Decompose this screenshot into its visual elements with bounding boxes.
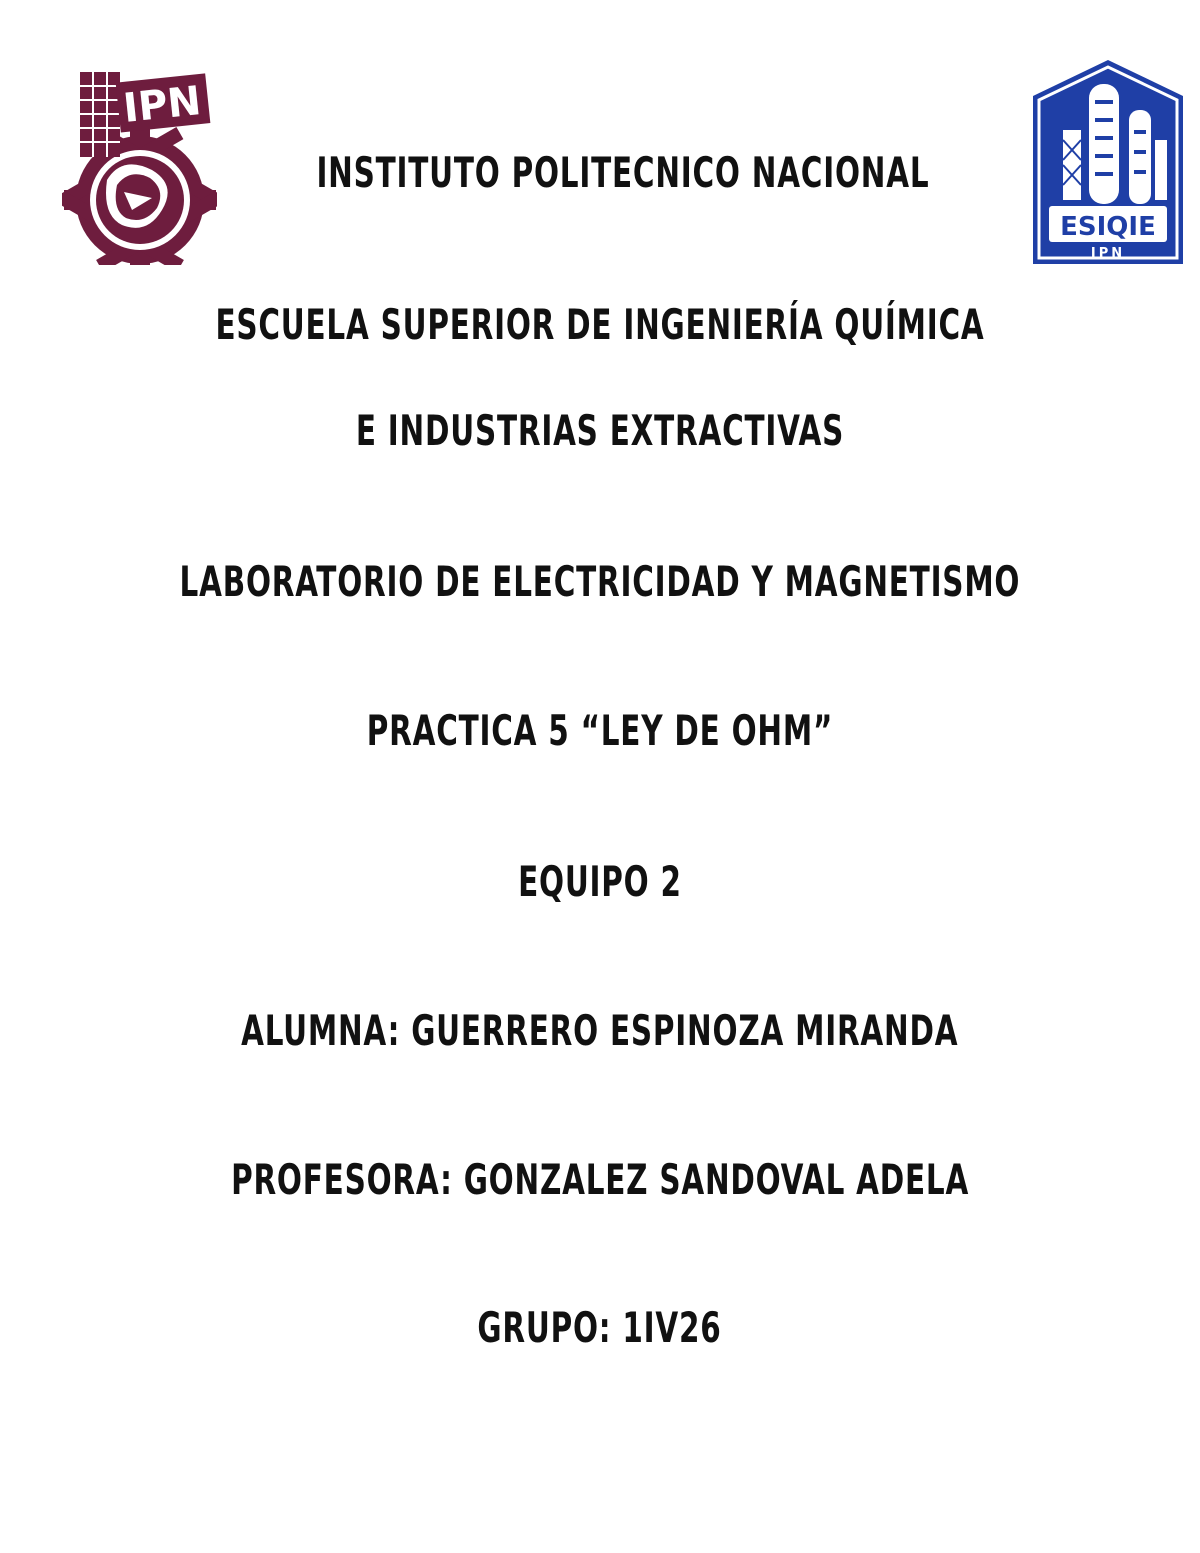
group-label-text: GRUPO: 1IV26 [477,1303,723,1352]
ipn-logo-text: IPN [121,78,204,132]
school-name-line1 [0,300,1200,349]
team-label [0,857,1200,906]
lab-title-text: LABORATORIO DE ELECTRICIDAD Y MAGNETISMO [179,557,1021,606]
practice-title-text: PRACTICA 5 “LEY DE OHM” [366,706,834,755]
school-name-line2-text: E INDUSTRIAS EXTRACTIVAS [355,406,845,455]
institute-title-text: INSTITUTO POLITECNICO NACIONAL [316,148,930,197]
school-name-line2 [0,406,1200,455]
team-label-text: EQUIPO 2 [518,857,682,906]
esiqie-logo-text: ESIQIE [1060,212,1156,242]
practice-title [0,706,1200,755]
school-name-line1-text: ESCUELA SUPERIOR DE INGENIERÍA QUÍMICA [215,300,985,349]
lab-title [0,557,1200,606]
student-name [0,1006,1200,1055]
student-name-text: ALUMNA: GUERRERO ESPINOZA MIRANDA [241,1006,959,1055]
group-label [0,1303,1200,1352]
teacher-name-text: PROFESORA: GONZALEZ SANDOVAL ADELA [230,1155,970,1204]
institute-title [230,148,970,197]
esiqie-logo [1033,60,1183,264]
esiqie-logo-subtext: IPN [1090,246,1126,261]
teacher-name [0,1155,1200,1204]
ipn-logo [62,60,217,265]
